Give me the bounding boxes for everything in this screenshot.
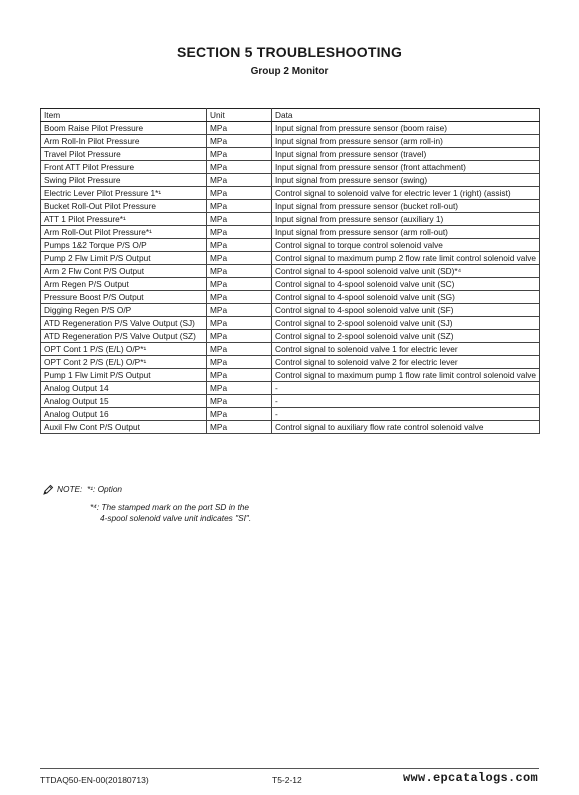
- cell-data: Input signal from pressure sensor (boom raise): [272, 122, 540, 135]
- cell-item: Analog Output 15: [41, 395, 207, 408]
- cell-item: Front ATT Pilot Pressure: [41, 161, 207, 174]
- pencil-icon: [42, 484, 54, 496]
- cell-unit: MPa: [207, 213, 272, 226]
- table-row: [41, 369, 540, 382]
- cell-item: Boom Raise Pilot Pressure: [41, 122, 207, 135]
- cell-item: Analog Output 16: [41, 408, 207, 421]
- table-row: [41, 317, 540, 330]
- note-label: NOTE:: [57, 484, 83, 495]
- table-row: [41, 135, 540, 148]
- cell-data: Input signal from pressure sensor (travel): [272, 148, 540, 161]
- cell-data: Control signal to solenoid valve 2 for electric lever: [272, 356, 540, 369]
- cell-data: Input signal from pressure sensor (swing): [272, 174, 540, 187]
- footer-divider: [40, 768, 539, 769]
- cell-unit: MPa: [207, 369, 272, 382]
- cell-unit: MPa: [207, 226, 272, 239]
- monitor-table: [40, 108, 540, 434]
- cell-unit: MPa: [207, 304, 272, 317]
- cell-unit: MPa: [207, 200, 272, 213]
- cell-data: Input signal from pressure sensor (auxiliary 1): [272, 213, 540, 226]
- cell-unit: MPa: [207, 317, 272, 330]
- cell-item: Arm Roll-In Pilot Pressure: [41, 135, 207, 148]
- cell-item: Auxil Flw Cont P/S Output: [41, 421, 207, 434]
- cell-data: Control signal to auxiliary flow rate control solenoid valve: [272, 421, 540, 434]
- cell-item: Pressure Boost P/S Output: [41, 291, 207, 304]
- cell-data: Control signal to 2-spool solenoid valve unit (SZ): [272, 330, 540, 343]
- table-row: [41, 278, 540, 291]
- cell-item: Travel Pilot Pressure: [41, 148, 207, 161]
- cell-item: Swing Pilot Pressure: [41, 174, 207, 187]
- table-row: [41, 200, 540, 213]
- cell-data: Control signal to maximum pump 2 flow rate limit control solenoid valve: [272, 252, 540, 265]
- cell-data: -: [272, 382, 540, 395]
- cell-item: Pump 1 Flw Limit P/S Output: [41, 369, 207, 382]
- page-number: T5-2-12: [272, 775, 302, 785]
- cell-unit: MPa: [207, 187, 272, 200]
- cell-data: Control signal to torque control solenoid valve: [272, 239, 540, 252]
- cell-data: Control signal to 4-spool solenoid valve unit (SC): [272, 278, 540, 291]
- cell-data: Control signal to 4-spool solenoid valve unit (SD)*⁴: [272, 265, 540, 278]
- cell-item: ATD Regeneration P/S Valve Output (SJ): [41, 317, 207, 330]
- cell-unit: MPa: [207, 408, 272, 421]
- table-row: [41, 408, 540, 421]
- note-option: *¹: Option: [87, 484, 123, 495]
- table-row: [41, 174, 540, 187]
- cell-unit: MPa: [207, 395, 272, 408]
- cell-item: Pump 2 Flw Limit P/S Output: [41, 252, 207, 265]
- cell-unit: MPa: [207, 161, 272, 174]
- table-row: [41, 382, 540, 395]
- table-row: [41, 265, 540, 278]
- cell-unit: MPa: [207, 343, 272, 356]
- table-row: [41, 239, 540, 252]
- cell-item: OPT Cont 1 P/S (E/L) O/P*¹: [41, 343, 207, 356]
- cell-item: Analog Output 14: [41, 382, 207, 395]
- table-row: [41, 226, 540, 239]
- cell-unit: MPa: [207, 421, 272, 434]
- cell-unit: MPa: [207, 356, 272, 369]
- cell-unit: MPa: [207, 265, 272, 278]
- table-row: [41, 213, 540, 226]
- cell-item: Arm Roll-Out Pilot Pressure*¹: [41, 226, 207, 239]
- table-row: [41, 161, 540, 174]
- table-row: [41, 356, 540, 369]
- cell-data: Control signal to 4-spool solenoid valve unit (SG): [272, 291, 540, 304]
- cell-data: -: [272, 408, 540, 421]
- cell-unit: MPa: [207, 291, 272, 304]
- table-header-row: [41, 109, 540, 122]
- group-subtitle: Group 2 Monitor: [250, 66, 329, 77]
- note-port-line-1: *⁴: The stamped mark on the port SD in the: [90, 502, 250, 512]
- cell-unit: MPa: [207, 135, 272, 148]
- cell-unit: MPa: [207, 382, 272, 395]
- table-row: [41, 148, 540, 161]
- column-header-unit: Unit: [207, 109, 272, 122]
- cell-item: Pumps 1&2 Torque P/S O/P: [41, 239, 207, 252]
- cell-item: Arm Regen P/S Output: [41, 278, 207, 291]
- cell-data: Input signal from pressure sensor (bucket roll-out): [272, 200, 540, 213]
- note-port-line-2: 4-spool solenoid valve unit indicates "SI".: [100, 513, 252, 523]
- cell-unit: MPa: [207, 122, 272, 135]
- table-row: [41, 330, 540, 343]
- cell-data: Input signal from pressure sensor (arm roll-out): [272, 226, 540, 239]
- cell-data: Control signal to 4-spool solenoid valve unit (SF): [272, 304, 540, 317]
- cell-item: ATD Regeneration P/S Valve Output (SZ): [41, 330, 207, 343]
- cell-unit: MPa: [207, 252, 272, 265]
- table-body: [41, 122, 540, 434]
- website-watermark: www.epcatalogs.com: [402, 771, 538, 785]
- table-row: [41, 122, 540, 135]
- cell-item: Bucket Roll-Out Pilot Pressure: [41, 200, 207, 213]
- cell-data: Control signal to maximum pump 1 flow rate limit control solenoid valve: [272, 369, 540, 382]
- cell-data: Control signal to 2-spool solenoid valve unit (SJ): [272, 317, 540, 330]
- table-row: [41, 421, 540, 434]
- cell-data: Input signal from pressure sensor (front attachment): [272, 161, 540, 174]
- table-row: [41, 252, 540, 265]
- column-header-item: Item: [41, 109, 207, 122]
- cell-unit: MPa: [207, 278, 272, 291]
- cell-data: Control signal to solenoid valve for electric lever 1 (right) (assist): [272, 187, 540, 200]
- cell-unit: MPa: [207, 239, 272, 252]
- cell-item: Electric Lever Pilot Pressure 1*¹: [41, 187, 207, 200]
- cell-data: -: [272, 395, 540, 408]
- cell-unit: MPa: [207, 174, 272, 187]
- cell-item: ATT 1 Pilot Pressure*¹: [41, 213, 207, 226]
- table-row: [41, 343, 540, 356]
- table-row: [41, 187, 540, 200]
- table-row: [41, 291, 540, 304]
- cell-item: OPT Cont 2 P/S (E/L) O/P*¹: [41, 356, 207, 369]
- section-title: SECTION 5 TROUBLESHOOTING: [176, 44, 403, 60]
- cell-item: Arm 2 Flw Cont P/S Output: [41, 265, 207, 278]
- cell-data: Input signal from pressure sensor (arm roll-in): [272, 135, 540, 148]
- column-header-data: Data: [272, 109, 540, 122]
- cell-data: Control signal to solenoid valve 1 for electric lever: [272, 343, 540, 356]
- table-row: [41, 395, 540, 408]
- cell-unit: MPa: [207, 330, 272, 343]
- cell-unit: MPa: [207, 148, 272, 161]
- document-code: TTDAQ50-EN-00(20180713): [40, 775, 149, 785]
- table-row: [41, 304, 540, 317]
- cell-item: Digging Regen P/S O/P: [41, 304, 207, 317]
